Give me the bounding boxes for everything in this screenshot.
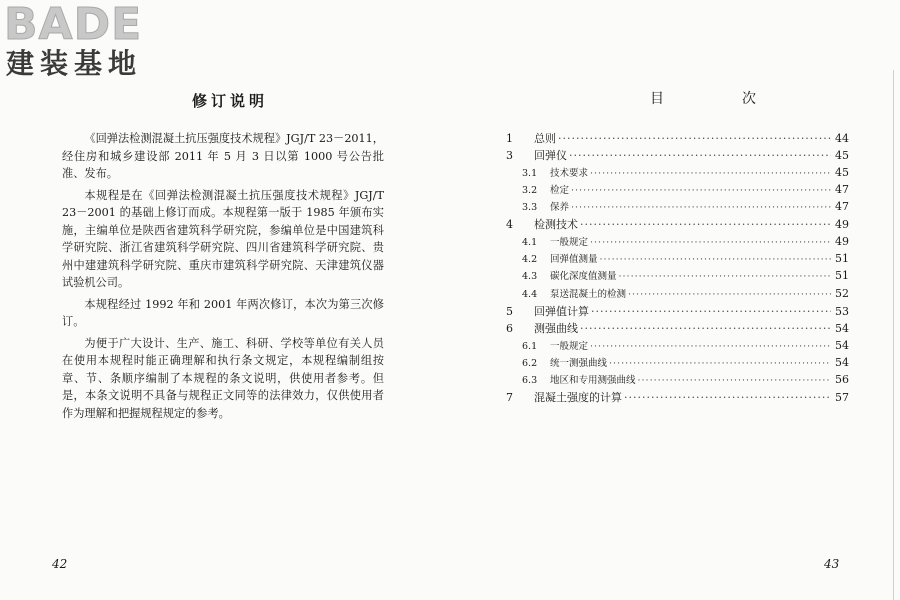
toc-leader-dots <box>591 305 831 318</box>
toc-entry-number: 3 <box>506 149 513 163</box>
toc-entry-page: 51 <box>835 252 849 266</box>
toc-entry[interactable] <box>506 355 849 372</box>
toc-entry-label: 技术要求 <box>550 167 589 179</box>
toc-leader-dots <box>600 254 831 265</box>
toc-entry[interactable] <box>506 199 849 216</box>
toc-entry[interactable] <box>506 251 849 268</box>
toc-entry-page: 57 <box>835 391 849 405</box>
revision-notes-title: 修订说明 <box>191 92 268 110</box>
right-page <box>450 0 900 600</box>
toc-entry-page: 56 <box>835 373 849 387</box>
toc-entry-number: 7 <box>506 391 513 405</box>
toc-entry[interactable] <box>506 338 849 355</box>
toc-entry-number: 6.1 <box>522 340 538 352</box>
toc-entry-page: 49 <box>835 234 849 248</box>
revision-paragraph: 本规程是在《回弹法检测混凝土抗压强度技术规程》JGJ/T 23－2001 的基础上修订而成。本规程第一版于 1985 年颁布实施，主编单位是陕西省建筑科学研究院，参编单位是中国建筑科学研究院、浙江省建筑科学研究院、四川省建筑科学研究院、贵州中建建筑科学研究院、重庆市建筑科学研究院、天津建筑仪器试验机公司。 <box>62 188 384 289</box>
toc-entry-number: 6.3 <box>522 375 538 387</box>
toc-entry-number: 4.3 <box>522 271 538 283</box>
toc-leader-dots <box>580 322 831 335</box>
toc-entry-number: 3.2 <box>522 184 538 196</box>
toc-entry-number: 4 <box>506 218 513 232</box>
toc-entry-label: 泵送混凝土的检测 <box>550 288 627 300</box>
toc-entry-page: 45 <box>835 165 849 179</box>
toc-leader-dots <box>638 375 831 386</box>
toc-entry-page: 54 <box>835 338 849 352</box>
toc-entry-label: 碳化深度值测量 <box>550 271 617 283</box>
toc-entry-label: 回弹值计算 <box>534 304 589 318</box>
revision-notes-body <box>62 130 384 426</box>
toc-leader-dots <box>569 149 831 162</box>
toc-entry-page: 49 <box>835 218 849 232</box>
toc-entry[interactable] <box>506 147 849 164</box>
toc-entry-label: 一般规定 <box>550 340 589 352</box>
toc-entry[interactable] <box>506 182 849 199</box>
toc-leader-dots <box>609 358 831 369</box>
toc-entry-page: 51 <box>835 269 849 283</box>
toc-entry-number: 5 <box>506 304 513 318</box>
toc-entry-label: 地区和专用测强曲线 <box>550 375 636 387</box>
revision-paragraph: 《回弹法检测混凝土抗压强度技术规程》JGJ/T 23－2011，经住房和城乡建设部 2011 年 5 月 3 日以第 1000 号公告批准、发布。 <box>62 132 384 180</box>
toc-entry-number: 4.1 <box>522 236 538 248</box>
toc-entry-page: 52 <box>835 286 849 300</box>
toc-entry[interactable] <box>506 389 849 406</box>
toc-entry[interactable] <box>506 234 849 251</box>
toc-entry-number: 1 <box>506 132 513 145</box>
toc-entry-page: 45 <box>835 149 849 163</box>
toc-leader-dots <box>590 341 831 352</box>
toc-leader-dots <box>571 185 831 196</box>
toc-entry-page: 47 <box>835 200 849 214</box>
toc-leader-dots <box>571 202 831 213</box>
page-number-left: 42 <box>52 557 68 571</box>
revision-paragraph: 本规程经过 1992 年和 2001 年两次修订，本次为第三次修订。 <box>62 297 384 328</box>
toc-entry-label: 一般规定 <box>550 236 589 248</box>
toc-entry-number: 6.2 <box>522 357 538 369</box>
revision-paragraph: 为便于广大设计、生产、施工、科研、学校等单位有关人员在使用本规程时能正确理解和执行条文规定，本规程编制组按章、节、条顺序编制了本规程的条文说明，供使用者参考。但是，本条文说明不具备与规程正文同等的法律效力，仅供使用者作为理解和把握规程规定的参考。 <box>62 336 384 420</box>
toc-leader-dots <box>619 271 831 282</box>
toc-entry-number: 3.1 <box>522 167 538 179</box>
toc-entry-label: 统一测强曲线 <box>550 357 608 369</box>
toc-entry-page: 54 <box>835 355 849 369</box>
logo-latin-text: BADE <box>4 0 143 50</box>
toc-entry-page: 54 <box>835 322 849 336</box>
logo-chinese-text: 建装基地 <box>6 47 143 80</box>
toc-entry[interactable] <box>506 372 849 389</box>
toc-entry[interactable] <box>506 216 849 233</box>
toc-entry-label: 回弹值测量 <box>550 254 598 266</box>
toc-entry[interactable] <box>506 286 849 303</box>
toc-entry[interactable] <box>506 165 849 182</box>
toc-entry[interactable] <box>506 320 849 337</box>
toc-leader-dots <box>590 168 831 179</box>
toc-entry[interactable] <box>506 303 849 320</box>
toc-entry-label: 检定 <box>550 184 570 196</box>
toc-leader-dots <box>624 391 831 404</box>
toc-leader-dots <box>580 218 831 231</box>
toc-entry-label: 检测技术 <box>534 218 578 232</box>
toc-entry[interactable] <box>506 268 849 285</box>
page-number-right: 43 <box>824 557 840 571</box>
toc-entry[interactable] <box>506 130 849 147</box>
table-of-contents <box>506 130 849 407</box>
toc-leader-dots <box>590 237 831 248</box>
toc-entry-number: 3.3 <box>522 202 538 214</box>
toc-title: 目 次 <box>650 91 788 107</box>
toc-entry-label: 回弹仪 <box>534 149 567 163</box>
bade-logo <box>4 2 174 84</box>
toc-entry-label: 测强曲线 <box>534 322 578 336</box>
toc-entry-page: 47 <box>835 182 849 196</box>
toc-entry-label: 混凝土强度的计算 <box>534 391 622 405</box>
toc-entry-label: 保养 <box>550 202 570 214</box>
toc-entry-label: 总则 <box>534 132 556 145</box>
toc-entry-number: 4.2 <box>522 254 538 266</box>
toc-entry-page: 53 <box>835 304 849 318</box>
page-edge-line <box>893 70 894 600</box>
toc-entry-number: 4.4 <box>522 288 538 300</box>
toc-leader-dots <box>558 132 831 145</box>
toc-entry-page: 44 <box>835 132 849 145</box>
toc-entry-number: 6 <box>506 322 513 336</box>
toc-leader-dots <box>628 289 831 300</box>
